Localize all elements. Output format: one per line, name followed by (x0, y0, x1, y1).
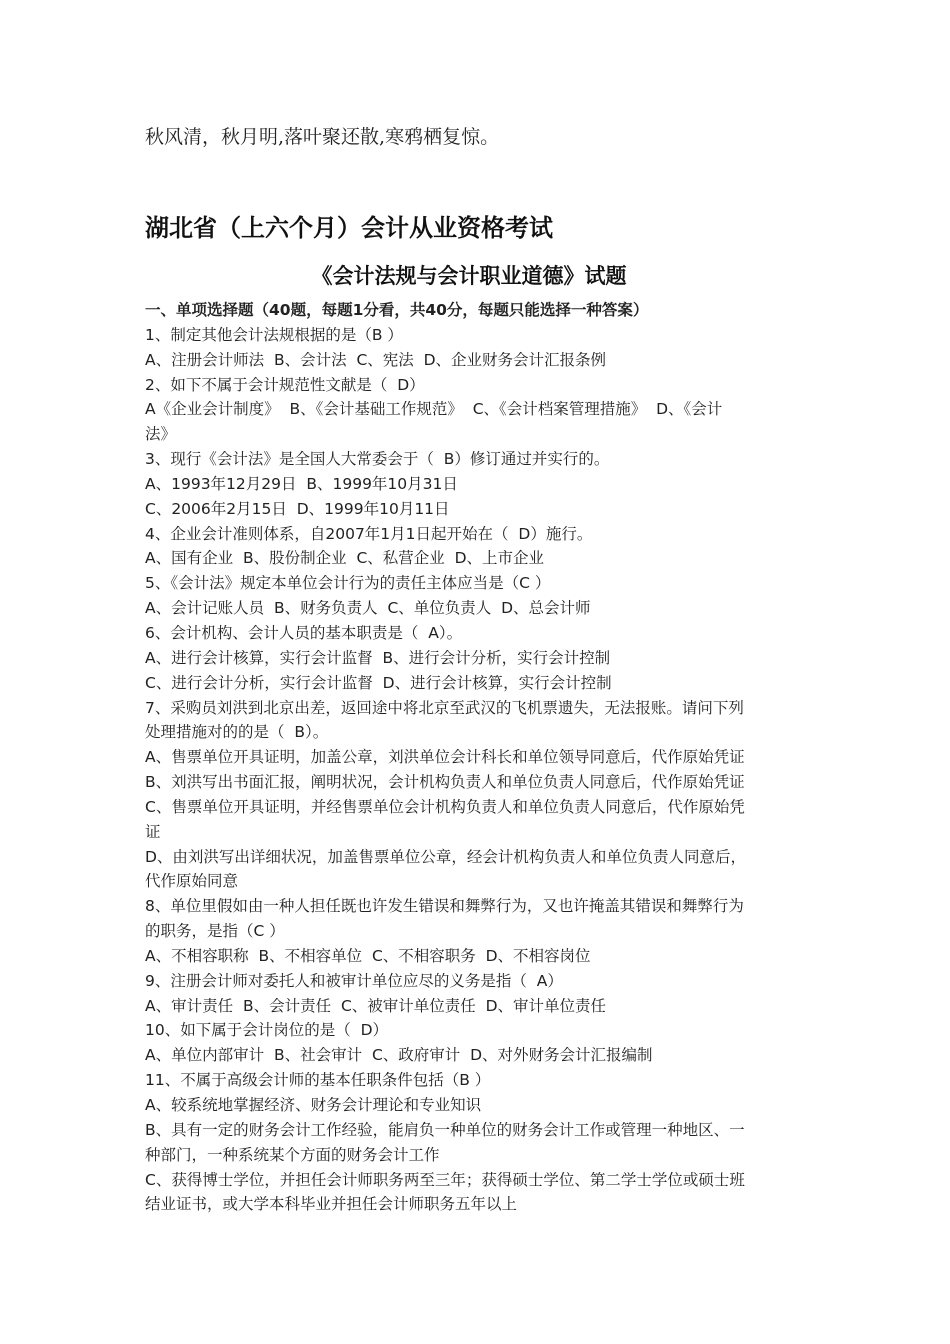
text-line: 5、《会计法》规定本单位会计行为的责任主体应当是（C ） (145, 574, 551, 593)
text-line: C、售票单位开具证明，并经售票单位会计机构负责人和单位负责人同意后，代作原始凭 (145, 797, 745, 816)
text-line: A、会计记账人员 B、财务负责人 C、单位负责人 D、总会计师 (145, 599, 591, 618)
text-line: 结业证书，或大学本科毕业并担任会计师职务五年以上 (145, 1195, 518, 1214)
text-line: 8、单位里假如由一种人担任既也许发生错误和舞弊行为，又也许掩盖其错误和舞弊行为 (145, 897, 744, 916)
text-line: B、刘洪写出书面汇报，阐明状况，会计机构负责人和单位负责人同意后，代作原始凭证 (145, 773, 745, 792)
text-line: 3、现行《会计法》是全国人大常委会于（ B）修订通过并实行的。 (145, 450, 610, 469)
poem-line: 秋风清，秋月明,落叶聚还散,寒鸦栖复惊。 (145, 126, 500, 148)
text-line: 10、如下属于会计岗位的是（ D） (145, 1021, 389, 1040)
text-line: 7、采购员刘洪到北京出差，返回途中将北京至武汉的飞机票遗失，无法报账。请问下列 (145, 698, 744, 717)
text-line: 1、制定其他会计法规根据的是（B ） (145, 325, 403, 344)
text-line: C、2006年2月15日 D、1999年10月11日 (145, 499, 450, 518)
text-line: C、进行会计分析，实行会计监督 D、进行会计核算，实行会计控制 (145, 673, 612, 692)
text-line: B、具有一定的财务会计工作经验，能肩负一种单位的财务会计工作或管理一种地区、一 (145, 1120, 745, 1139)
text-line: 证 (145, 822, 161, 841)
text-line: A、注册会计师法 B、会计法 C、宪法 D、企业财务会计汇报条例 (145, 350, 607, 369)
text-line: 2、如下不属于会计规范性文献是（ D） (145, 375, 425, 394)
text-line: A、1993年12月29日 B、1999年10月31日 (145, 474, 458, 493)
text-line: D、由刘洪写出详细状况，加盖售票单位公章，经会计机构负责人和单位负责人同意后， (145, 847, 746, 866)
text-line: A、售票单位开具证明，加盖公章，刘洪单位会计科长和单位领导同意后，代作原始凭证 (145, 748, 745, 767)
exam-title: 湖北省（上六个月）会计从业资格考试 (145, 214, 553, 242)
text-line: 6、会计机构、会计人员的基本职责是（ A）。 (145, 623, 463, 642)
text-line: C、获得博士学位，并担任会计师职务两至三年；获得硕士学位、第二学士学位或硕士班 (145, 1170, 745, 1189)
text-line: A、较系统地掌握经济、财务会计理论和专业知识 (145, 1096, 482, 1114)
question-body (145, 298, 797, 1217)
text-line: 种部门，一种系统某个方面的财务会计工作 (145, 1145, 440, 1164)
text-line: 法》 (145, 425, 177, 444)
text-line: A、不相容职称 B、不相容单位 C、不相容职务 D、不相容岗位 (145, 946, 591, 965)
text-line: 4、企业会计准则体系，自2007年1月1日起开始在（ D）施行。 (145, 524, 593, 543)
section-heading: 一、单项选择题（40题，每题1分看，共40分，每题只能选择一种答案） (145, 301, 649, 319)
exam-subtitle: 《会计法规与会计职业道德》试题 (311, 264, 627, 288)
text-line: A、单位内部审计 B、社会审计 C、政府审计 D、对外财务会计汇报编制 (145, 1046, 653, 1065)
text-line: 11、不属于高级会计师的基本任职条件包括（B ） (145, 1071, 491, 1090)
text-line: 的职务，是指（C ） (145, 922, 285, 941)
text-line: A、审计责任 B、会计责任 C、被审计单位责任 D、审计单位责任 (145, 996, 607, 1015)
text-line: A、进行会计核算，实行会计监督 B、进行会计分析，实行会计控制 (145, 648, 611, 667)
text-line: 代作原始同意 (145, 872, 239, 891)
text-line: 9、注册会计师对委托人和被审计单位应尽的义务是指（ A） (145, 971, 563, 990)
text-line: 处理措施对的的是（ B）。 (145, 723, 329, 742)
text-line: A《企业会计制度》 B、《会计基础工作规范》 C、《会计档案管理措施》 D、《会计 (145, 400, 723, 419)
text-line: A、国有企业 B、股份制企业 C、私营企业 D、上市企业 (145, 549, 545, 568)
